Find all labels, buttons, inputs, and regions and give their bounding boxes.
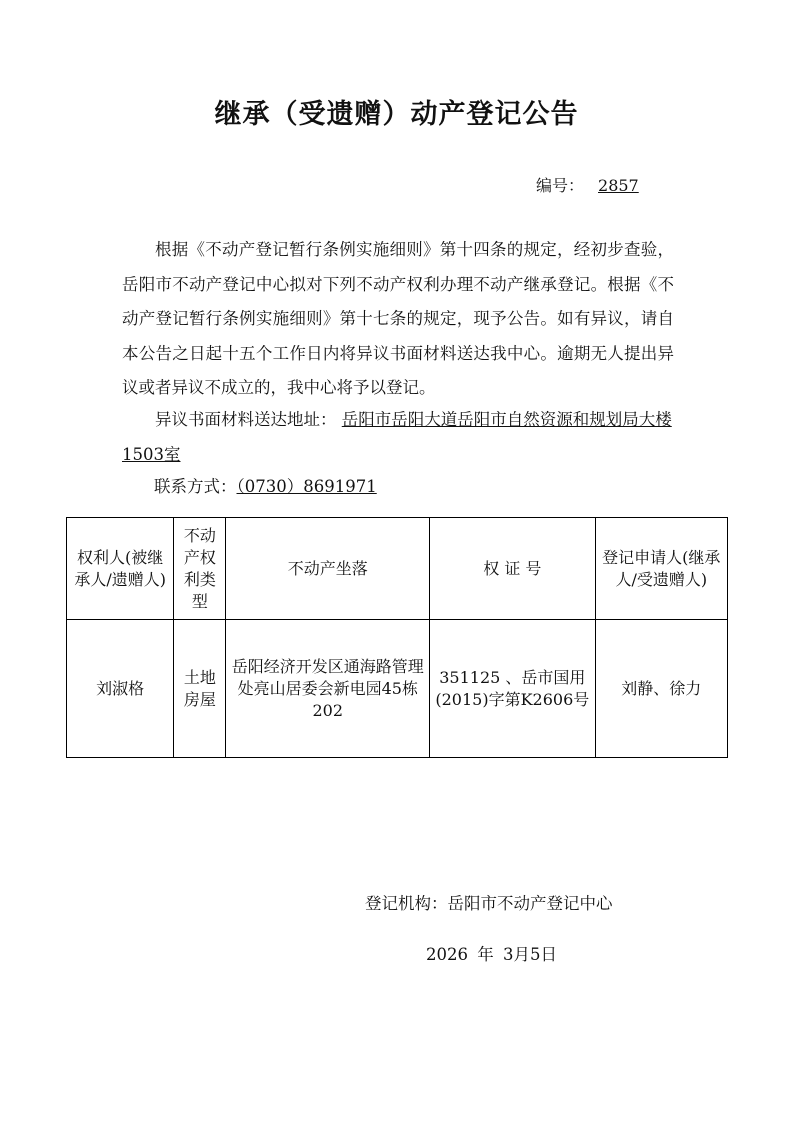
cell-location: 岳阳经济开发区通海路管理处亮山居委会新电园45栋202 <box>226 620 430 758</box>
notice-paragraph <box>122 233 674 406</box>
cell-holder: 刘淑格 <box>67 620 174 758</box>
table-row <box>67 620 728 758</box>
serial-label: 编号： <box>536 176 585 195</box>
contact-info <box>154 470 377 505</box>
serial-number <box>536 173 639 196</box>
header-right-type: 不动产权利类型 <box>174 518 226 620</box>
cell-applicant: 刘静、徐力 <box>595 620 727 758</box>
cell-right-type: 土地房屋 <box>174 620 226 758</box>
contact-label: 联系方式： <box>154 477 237 496</box>
address-label: 异议书面材料送达地址： <box>155 410 337 429</box>
serial-value: 2857 <box>598 176 639 195</box>
header-certificate: 权 证 号 <box>430 518 596 620</box>
registration-authority: 登记机构：岳阳市不动产登记中心 <box>365 894 613 913</box>
header-applicant: 登记申请人(继承人/受遗赠人) <box>595 518 727 620</box>
header-holder: 权利人(被继承人/遗赠人) <box>67 518 174 620</box>
objection-address <box>122 403 678 472</box>
notice-text: 根据《不动产登记暂行条例实施细则》第十四条的规定，经初步查验，岳阳市不动产登记中心拟对下列不动产权利办理不动产继承登记。根据《不动产登记暂行条例实施细则》第十七条的规定，现予公告。如有异议，请自本公告之日起十五个工作日内将异议书面材料送达我中心。逾期无人提出异议或者异议不成立的，我中心将予以登记。 <box>122 240 674 397</box>
contact-value: （0730）8691971 <box>236 477 377 496</box>
table-header-row <box>67 518 728 620</box>
registration-table <box>66 517 728 758</box>
cell-certificate: 351125 、岳市国用(2015)字第K2606号 <box>430 620 596 758</box>
address-value: 岳阳市岳阳大道岳阳市自然资源和规划局大楼1503室 <box>122 410 672 464</box>
notice-date: 2026 年 3月5日 <box>426 945 557 964</box>
page-title: 继承（受遗赠）动产登记公告 <box>214 99 579 130</box>
header-location: 不动产坐落 <box>226 518 430 620</box>
